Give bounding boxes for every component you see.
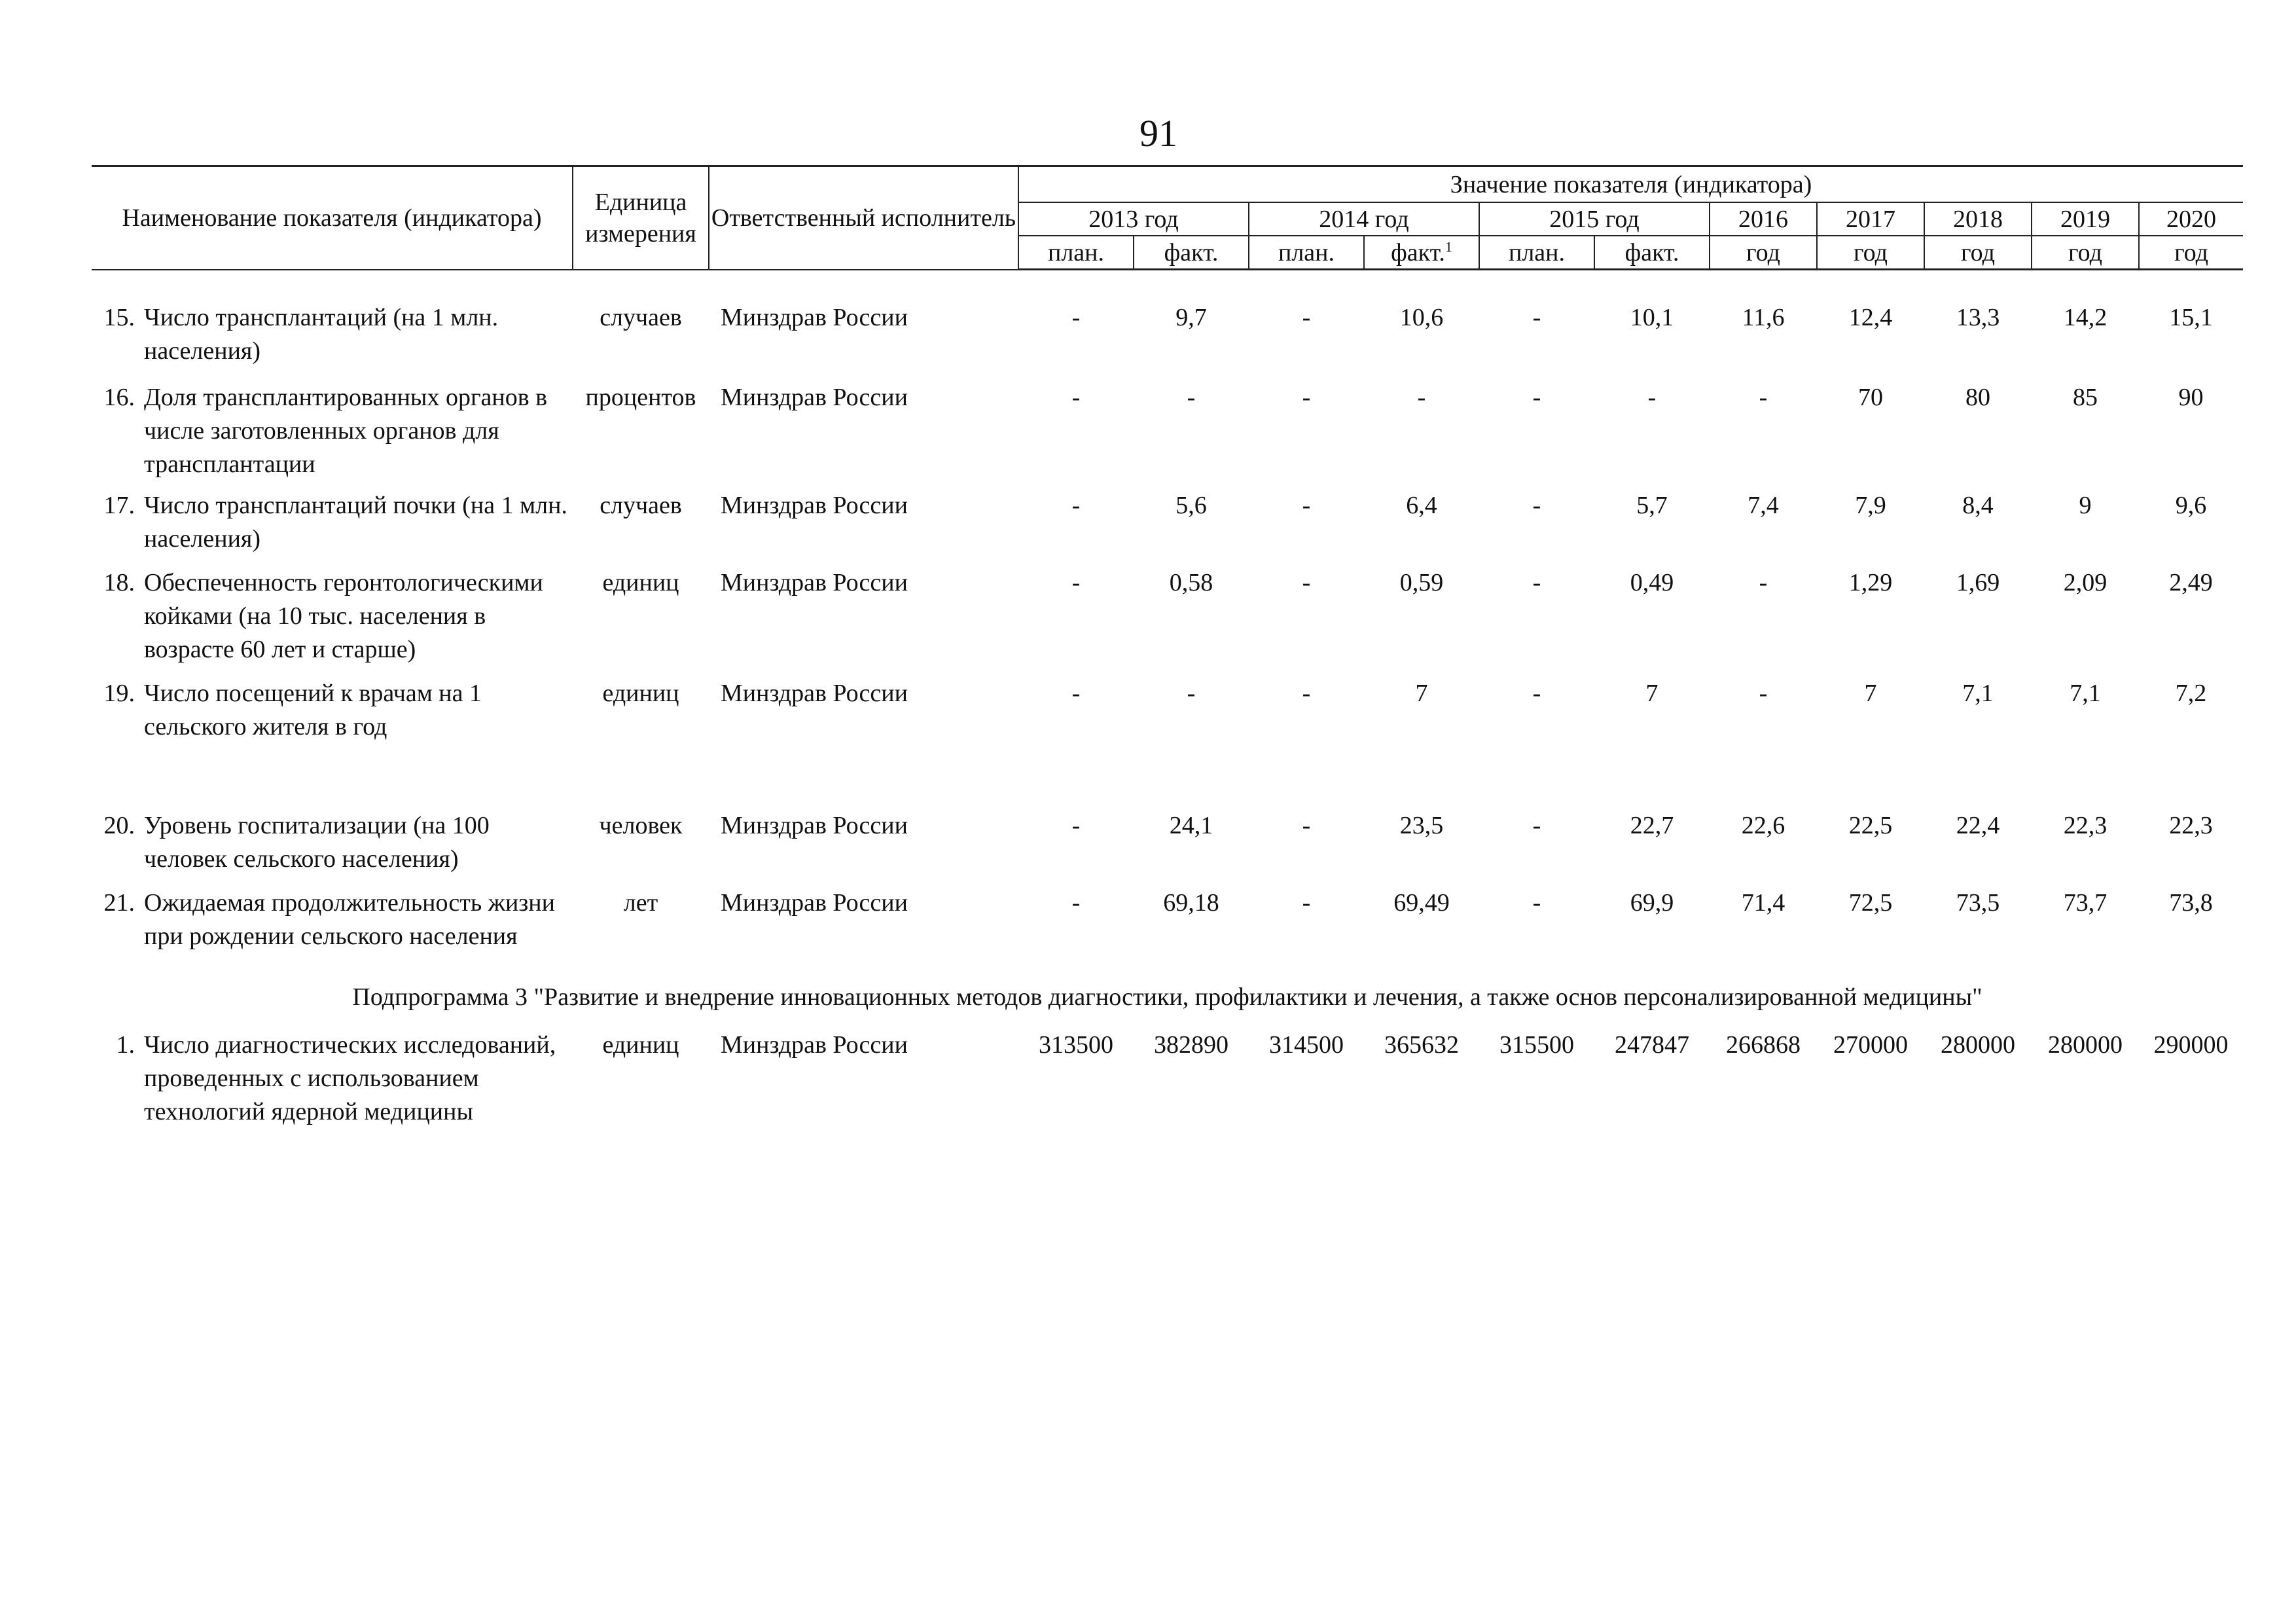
- indicator-value: 9: [2079, 492, 2092, 519]
- unit-of-measure: единиц: [602, 1031, 679, 1059]
- table-row: [92, 886, 2243, 964]
- unit-of-measure: лет: [623, 889, 658, 917]
- indicator-value: 2,49: [2169, 569, 2213, 596]
- indicator-rows: [92, 301, 2243, 1135]
- header-year-2015: 2015 год: [1479, 202, 1710, 236]
- indicator-value: 22,3: [2169, 812, 2213, 839]
- indicator-value: 313500: [1039, 1031, 1113, 1059]
- indicator-value: 14,2: [2063, 304, 2108, 331]
- row-number: 19.: [103, 680, 135, 707]
- header-unit-column: Единица измерения: [573, 166, 709, 270]
- indicator-value: -: [1302, 384, 1311, 411]
- table-row: [92, 381, 2243, 489]
- indicator-value: -: [1302, 680, 1311, 707]
- indicator-value: 0,49: [1630, 569, 1674, 596]
- page-number: 91: [1139, 112, 1177, 155]
- indicator-value: -: [1071, 680, 1081, 707]
- header-value-group: Значение показателя (индикатора): [1018, 166, 2243, 203]
- header-year-2013: 2013 год: [1018, 202, 1249, 236]
- indicator-value: 72,5: [1848, 889, 1893, 917]
- subprogram-title: Подпрограмма 3 "Развитие и внедрение инновационных методов диагностики, профилактики и лечения, а также основ персонализированной медицины": [352, 983, 1982, 1011]
- footnote-marker: 1: [1444, 238, 1452, 255]
- header-2015-plan: план.: [1479, 236, 1594, 270]
- table-row: [92, 566, 2243, 677]
- indicator-value: 280000: [1941, 1031, 2015, 1059]
- indicator-value: 290000: [2153, 1031, 2229, 1059]
- indicator-value: 80: [1965, 384, 1990, 411]
- indicator-value: 9,6: [2175, 492, 2207, 519]
- unit-of-measure: человек: [599, 812, 683, 839]
- indicator-value: -: [1759, 384, 1768, 411]
- indicator-value: -: [1759, 680, 1768, 707]
- indicator-value: 22,3: [2063, 812, 2108, 839]
- header-2013-fact: факт.: [1134, 236, 1249, 270]
- unit-of-measure: процентов: [585, 384, 696, 411]
- responsible-executor: Минздрав России: [721, 680, 908, 707]
- unit-of-measure: случаев: [600, 492, 682, 519]
- indicator-value: -: [1532, 384, 1541, 411]
- indicator-value: 0,58: [1169, 569, 1213, 596]
- indicator-name: Число трансплантаций (на 1 млн. населения): [144, 304, 499, 365]
- row-number: 18.: [103, 569, 135, 596]
- indicator-value: 6,4: [1406, 492, 1437, 519]
- indicator-value: 12,4: [1848, 304, 1893, 331]
- header-2015-fact: факт.: [1594, 236, 1710, 270]
- indicator-value: -: [1071, 304, 1081, 331]
- responsible-executor: Минздрав России: [721, 492, 908, 519]
- indicator-value: 7: [1415, 680, 1428, 707]
- indicator-name: Число посещений к врачам на 1 сельского жителя в год: [144, 680, 482, 740]
- header-year-2017: 2017: [1817, 202, 1924, 236]
- header-2014-plan: план.: [1249, 236, 1364, 270]
- unit-of-measure: единиц: [602, 569, 679, 596]
- indicator-value: -: [1302, 569, 1311, 596]
- header-year-2018: 2018: [1924, 202, 2032, 236]
- indicator-value: 7: [1864, 680, 1877, 707]
- row-number: 15.: [103, 304, 135, 331]
- indicator-value: -: [1417, 384, 1426, 411]
- indicator-value: 314500: [1269, 1031, 1344, 1059]
- indicator-value: 70: [1858, 384, 1883, 411]
- indicator-value: 10,1: [1630, 304, 1674, 331]
- indicator-value: 69,49: [1393, 889, 1450, 917]
- indicator-value: 69,9: [1630, 889, 1674, 917]
- indicator-value: 280000: [2048, 1031, 2123, 1059]
- indicator-value: 22,5: [1848, 812, 1893, 839]
- indicator-value: 69,18: [1163, 889, 1219, 917]
- indicator-value: -: [1071, 812, 1081, 839]
- indicator-value: 7,1: [1962, 680, 1994, 707]
- indicator-name: Ожидаемая продолжительность жизни при рождении сельского населения: [144, 889, 555, 950]
- indicator-value: 7: [1645, 680, 1659, 707]
- indicator-value: -: [1532, 492, 1541, 519]
- indicator-value: -: [1071, 569, 1081, 596]
- indicator-value: -: [1532, 889, 1541, 917]
- indicator-value: 22,7: [1630, 812, 1674, 839]
- subprogram-row: [92, 964, 2243, 1029]
- responsible-executor: Минздрав России: [721, 569, 908, 596]
- table-row: [92, 301, 2243, 381]
- unit-of-measure: случаев: [600, 304, 682, 331]
- indicator-value: 24,1: [1169, 812, 1213, 839]
- responsible-executor: Минздрав России: [721, 1031, 908, 1059]
- header-year-2016: 2016: [1710, 202, 1817, 236]
- indicator-value: 1,69: [1956, 569, 2000, 596]
- responsible-executor: Минздрав России: [721, 384, 908, 411]
- header-2013-plan: план.: [1018, 236, 1134, 270]
- row-number: 20.: [103, 812, 135, 839]
- indicator-value: -: [1302, 492, 1311, 519]
- indicator-name: Число трансплантаций почки (на 1 млн. населения): [144, 492, 567, 553]
- header-2014-fact: [1364, 236, 1479, 270]
- indicator-value: -: [1759, 569, 1768, 596]
- indicator-name: Доля трансплантированных органов в числе заготовленных органов для трансплантации: [144, 384, 548, 478]
- indicator-value: -: [1302, 304, 1311, 331]
- header-2017-god: год: [1817, 236, 1924, 270]
- header-2014-fact-label: факт.: [1391, 238, 1445, 266]
- header-name-column: Наименование показателя (индикатора): [92, 166, 573, 270]
- indicator-value: -: [1532, 680, 1541, 707]
- header-responsible-column: Ответственный исполнитель: [709, 166, 1018, 270]
- row-number: 17.: [103, 492, 135, 519]
- indicator-value: 1,29: [1848, 569, 1893, 596]
- indicator-name: Число диагностических исследований, проведенных с использованием технологий ядерной медицины: [144, 1031, 556, 1125]
- indicator-value: -: [1532, 304, 1541, 331]
- header-year-2014: 2014 год: [1249, 202, 1479, 236]
- indicator-value: 7,1: [2070, 680, 2101, 707]
- unit-of-measure: единиц: [602, 680, 679, 707]
- indicator-value: 0,59: [1399, 569, 1444, 596]
- indicator-value: 8,4: [1962, 492, 1994, 519]
- indicator-value: -: [1647, 384, 1657, 411]
- indicator-value: 22,6: [1741, 812, 1785, 839]
- indicator-value: 5,7: [1636, 492, 1668, 519]
- indicator-value: 73,7: [2063, 889, 2108, 917]
- indicator-value: 270000: [1833, 1031, 1908, 1059]
- indicator-value: 73,8: [2169, 889, 2213, 917]
- indicator-value: -: [1071, 492, 1081, 519]
- indicator-value: 5,6: [1175, 492, 1207, 519]
- table-row: [92, 809, 2243, 886]
- indicator-value: -: [1071, 384, 1081, 411]
- indicator-value: 7,2: [2175, 680, 2207, 707]
- responsible-executor: Минздрав России: [721, 889, 908, 917]
- responsible-executor: Минздрав России: [721, 304, 908, 331]
- table-row: [92, 677, 2243, 809]
- indicator-value: -: [1187, 384, 1196, 411]
- indicator-value: 22,4: [1956, 812, 2000, 839]
- indicator-value: -: [1302, 812, 1311, 839]
- indicator-value: -: [1532, 812, 1541, 839]
- indicator-value: 365632: [1384, 1031, 1459, 1059]
- header-2020-god: год: [2139, 236, 2243, 270]
- indicator-value: 7,4: [1748, 492, 1779, 519]
- header-2019-god: год: [2032, 236, 2139, 270]
- indicator-value: 266868: [1726, 1031, 1801, 1059]
- indicator-value: 382890: [1154, 1031, 1229, 1059]
- indicator-value: 90: [2178, 384, 2204, 411]
- indicator-value: -: [1532, 569, 1541, 596]
- indicator-value: 247847: [1615, 1031, 1689, 1059]
- row-number: 21.: [103, 889, 135, 917]
- header-year-2020: 2020: [2139, 202, 2243, 236]
- indicator-value: -: [1302, 889, 1311, 917]
- indicator-value: 10,6: [1399, 304, 1444, 331]
- table-row: [92, 1029, 2243, 1135]
- indicator-value: 315500: [1499, 1031, 1574, 1059]
- row-number: 16.: [103, 384, 135, 411]
- table-header: [92, 165, 2243, 270]
- indicator-value: 2,09: [2063, 569, 2108, 596]
- indicator-value: -: [1187, 680, 1196, 707]
- header-year-2019: 2019: [2032, 202, 2139, 236]
- responsible-executor: Минздрав России: [721, 812, 908, 839]
- indicator-name: Обеспеченность геронтологическими койками (на 10 тыс. населения в возрасте 60 лет и старше): [144, 569, 543, 663]
- indicator-value: 23,5: [1399, 812, 1444, 839]
- indicator-value: 73,5: [1956, 889, 2000, 917]
- indicator-table: [92, 301, 2243, 1135]
- indicator-name: Уровень госпитализации (на 100 человек сельского населения): [144, 812, 490, 873]
- indicator-value: 11,6: [1742, 304, 1785, 331]
- indicator-value: 15,1: [2169, 304, 2213, 331]
- header-2016-god: год: [1710, 236, 1817, 270]
- indicator-value: 85: [2073, 384, 2098, 411]
- indicator-value: 13,3: [1956, 304, 2000, 331]
- row-number: 1.: [116, 1031, 135, 1059]
- indicator-value: 9,7: [1175, 304, 1207, 331]
- header-2018-god: год: [1924, 236, 2032, 270]
- table-row: [92, 489, 2243, 566]
- indicator-value: 7,9: [1855, 492, 1886, 519]
- indicator-value: -: [1071, 889, 1081, 917]
- indicator-value: 71,4: [1741, 889, 1785, 917]
